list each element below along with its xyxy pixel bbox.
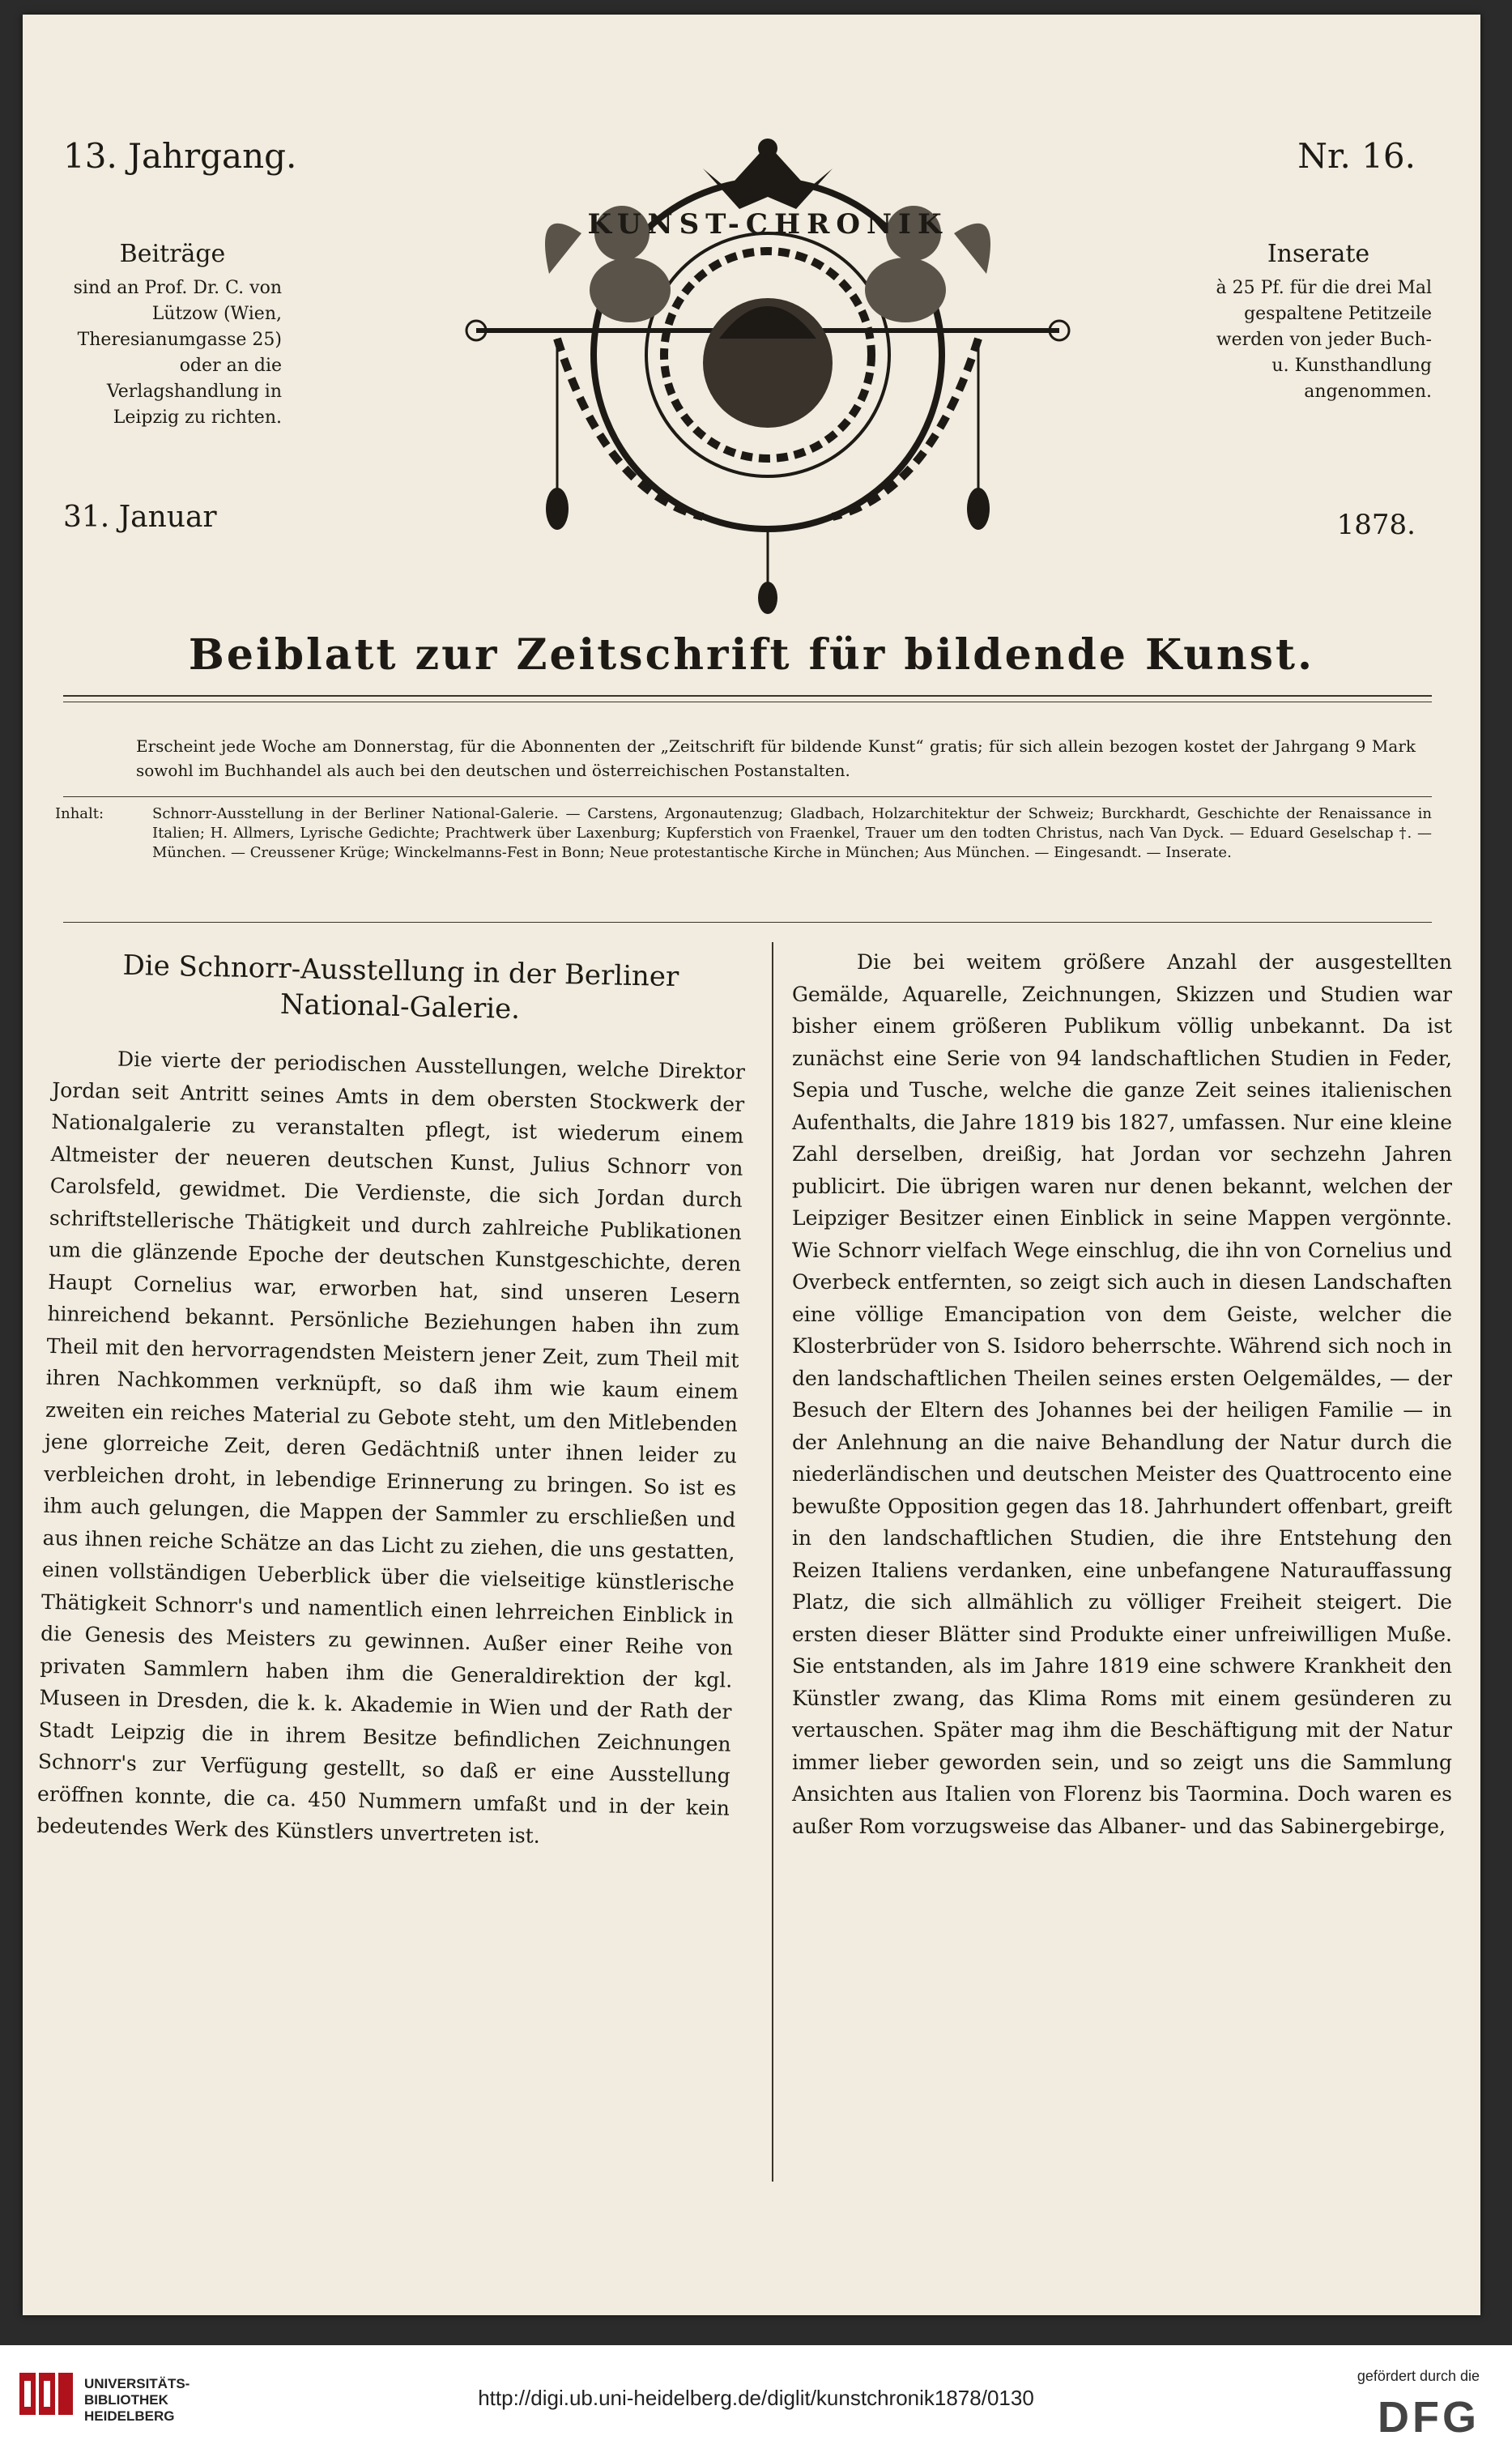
- advertisements-heading: Inserate: [1267, 240, 1370, 268]
- uni-name-line-1: UNIVERSITÄTS-: [84, 2376, 190, 2391]
- pendant-drop-left: [546, 488, 569, 530]
- emblem-title: KUNST-CHRONIK: [587, 208, 948, 241]
- publication-notice: Erscheint jede Woche am Donnerstag, für die Abonnenten der „Zeitschrift für bildende Kunst“ gratis; für sich allein bezogen kostet der Jahrgang 9 Mark sowohl im Buchhandel als auch bei den deutschen und österreichischen Postanstalten.: [136, 736, 1416, 780]
- dfg-logo: DFG: [1378, 2393, 1480, 2442]
- eagle-icon: [703, 139, 833, 209]
- contents-label: Inhalt:: [55, 805, 104, 822]
- contributions-heading: Beiträge: [119, 240, 226, 268]
- athena-head-icon: [703, 298, 833, 428]
- table-of-contents: [55, 804, 1432, 863]
- contents-rule: [63, 922, 1432, 923]
- library-footer: [0, 2345, 1512, 2457]
- permalink-url[interactable]: http://digi.ub.uni-heidelberg.de/diglit/kunstchronik1878/0130: [478, 2386, 1034, 2410]
- header-rule-top: [63, 695, 1432, 697]
- supplement-title: Beiblatt zur Zeitschrift für bildende Kunst.: [188, 630, 1315, 680]
- garland-left: [557, 339, 703, 517]
- funded-by-label: gefördert durch die: [1357, 2368, 1480, 2384]
- issue-number: Nr. 16.: [1297, 136, 1416, 176]
- pendant-drop-right: [967, 488, 990, 530]
- advertisements-text: à 25 Pf. für die drei Mal gespaltene Petitzeile werden von jeder Buch- u. Kunsthandlung angenommen.: [1216, 278, 1432, 402]
- left-column: [36, 946, 747, 1856]
- issue-year: 1878.: [1336, 509, 1416, 541]
- pendant-drop-center: [758, 582, 777, 614]
- column-divider: [772, 942, 773, 2182]
- uni-name-line-3: HEIDELBERG: [84, 2408, 175, 2424]
- contents-text: Schnorr-Ausstellung in der Berliner National-Galerie. — Carstens, Argonautenzug; Gladbach, Holzarchitektur der Schweiz; Burckhardt, Geschichte der Renaissance in Italien; H. Allmers, Lyrische Gedichte; Prachtwerk über Laxenburg; Kupferstich von Fraenkel, Trauer um den todten Christus, nach Van Dyck. — Eduard Geselschap †. — München. — Creussener Krüge; Winckelmanns-Fest in Bonn; Neue protestantische Kirche in München; Aus München. — Eingesandt. — Inserate.: [152, 805, 1432, 861]
- issue-date: 31. Januar: [63, 501, 217, 534]
- volume-label: 13. Jahrgang.: [63, 136, 297, 176]
- garland-right: [833, 339, 978, 517]
- uni-name-line-2: BIBLIOTHEK: [84, 2392, 168, 2408]
- right-column-paragraph: Die bei weitem größere Anzahl der ausgestellten Gemälde, Aquarelle, Zeichnungen, Skizzen und Studien war bisher einem größeren Publikum völlig unbekannt. Da ist zunächst eine Serie von 94 landschaftlichen Studien in Feder, Sepia und Tusche, welche die ganze Zeit seines italienischen Aufenthalts, die Jahre 1819 bis 1827, umfassen. Nur eine kleine Zahl derselben, dreißig, hat Jordan vor sechzehn Jahren publicirt. Die übrigen waren nur denen bekannt, welchen der Leipziger Besitzer einen Einblick in seine Mappen vergönnte. Wie Schnorr vielfach Wege einschlug, die ihn von Cornelius und Overbeck entfernten, so zeigt sich auch in diesen Landschaften eine völlige Emancipation von dem Geiste, welcher die Klosterbrüder von S. Isidoro beherrschte. Während sich noch in den landschaftlichen Theilen seines ersten Oelgemäldes, — der Besuch der Eltern des Johannes bei der heiligen Familie — in der Anlehnung an die naive Behandlung der Natur durch die niederländischen und deutschen Meister des Quattrocento eine bewußte Opposition gegen das 18. Jahrhundert offenbart, greift in den landschaftlichen Studien, die ihre Entstehung den Reizen Italiens verdanken, eine unbefangene Naturauffassung Platz, die sich allmählich zu völliger Freiheit steigert. Die ersten dieser Blätter sind Produkte einer unfreiwilligen Muße. Sie entstanden, als im Jahre 1819 eine schwere Krankheit den Künstler zwang, das Klima Roms mit einem gesünderen zu vertauschen. Später mag ihm die Beschäftigung mit der Natur immer lieber geworden sein, und so zeigt uns die Sammlung Ansichten aus Italien von Florenz bis Taormina. Doch waren es außer Rom vorzugsweise das Albaner- und das Sabinergebirge,: [792, 950, 1452, 1838]
- notice-rule: [63, 796, 1432, 797]
- article-title: Die Schnorr-Ausstellung in der Berliner National-Galerie.: [122, 949, 679, 1026]
- masthead: [23, 15, 1480, 727]
- contributions-text: sind an Prof. Dr. C. von Lützow (Wien, Theresianumgasse 25) oder an die Verlagshandlung in Leipzig zu richten.: [73, 278, 282, 428]
- left-column-paragraph: Die vierte der periodischen Ausstellungen, welche Direktor Jordan seit Antritt seines Amts in dem obersten Stockwerk der Nationalgalerie zu veranstalten pflegt, ist wiederum einem Altmeister der neueren deutschen Kunst, Julius Schnorr von Carolsfeld, gewidmet. Die Verdienste, die sich Jordan durch schriftstellerische Thätigkeit und durch zahlreiche Publikationen um die glänzende Epoche der deutschen Kunstgeschichte, deren Haupt Cornelius war, erworben hat, sind unseren Lesern hinreichend bekannt. Persönliche Beziehungen haben ihn zum Theil mit den hervorragendsten Meistern jener Zeit, zum Theil mit ihren Nachkommen verknüpft, so daß ihm wie kaum einem zweiten ein reiches Material zu Gebote steht, um den Mitlebenden jene glorreiche Zeit, deren Gedächtniß unter ihnen leider zu verbleichen droht, in lebendige Erinnerung zu bringen. So ist es ihm auch gelungen, die Mappen der Sammler zu erschließen und aus ihnen reiche Schätze an das Licht zu ziehen, die uns gestatten, einen vollständigen Ueberblick über die vielseitige künstlerische Thätigkeit Schnorr's und namentlich einen lehrreichen Einblick in die Genesis des Meisters zu gewinnen. Außer einer Reihe von privaten Sammlern haben ihm die Generaldirektion der kgl. Museen in Dresden, die k. k. Akademie in Wien und der Rath der Stadt Leipzig die in ihrem Besitze befindlichen Zeichnungen Schnorr's zur Verfügung gestellt, so daß er eine Ausstellung eröffnen konnte, die ca. 450 Nummern umfaßt und in der kein bedeutendes Werk des Künstlers unvertreten ist.: [36, 1047, 746, 1848]
- advertisements-box: [1205, 241, 1432, 405]
- contributions-box: [63, 241, 282, 431]
- right-column: [792, 946, 1452, 1842]
- kunst-chronik-emblem: [460, 112, 1075, 614]
- scanned-page: [23, 15, 1480, 2315]
